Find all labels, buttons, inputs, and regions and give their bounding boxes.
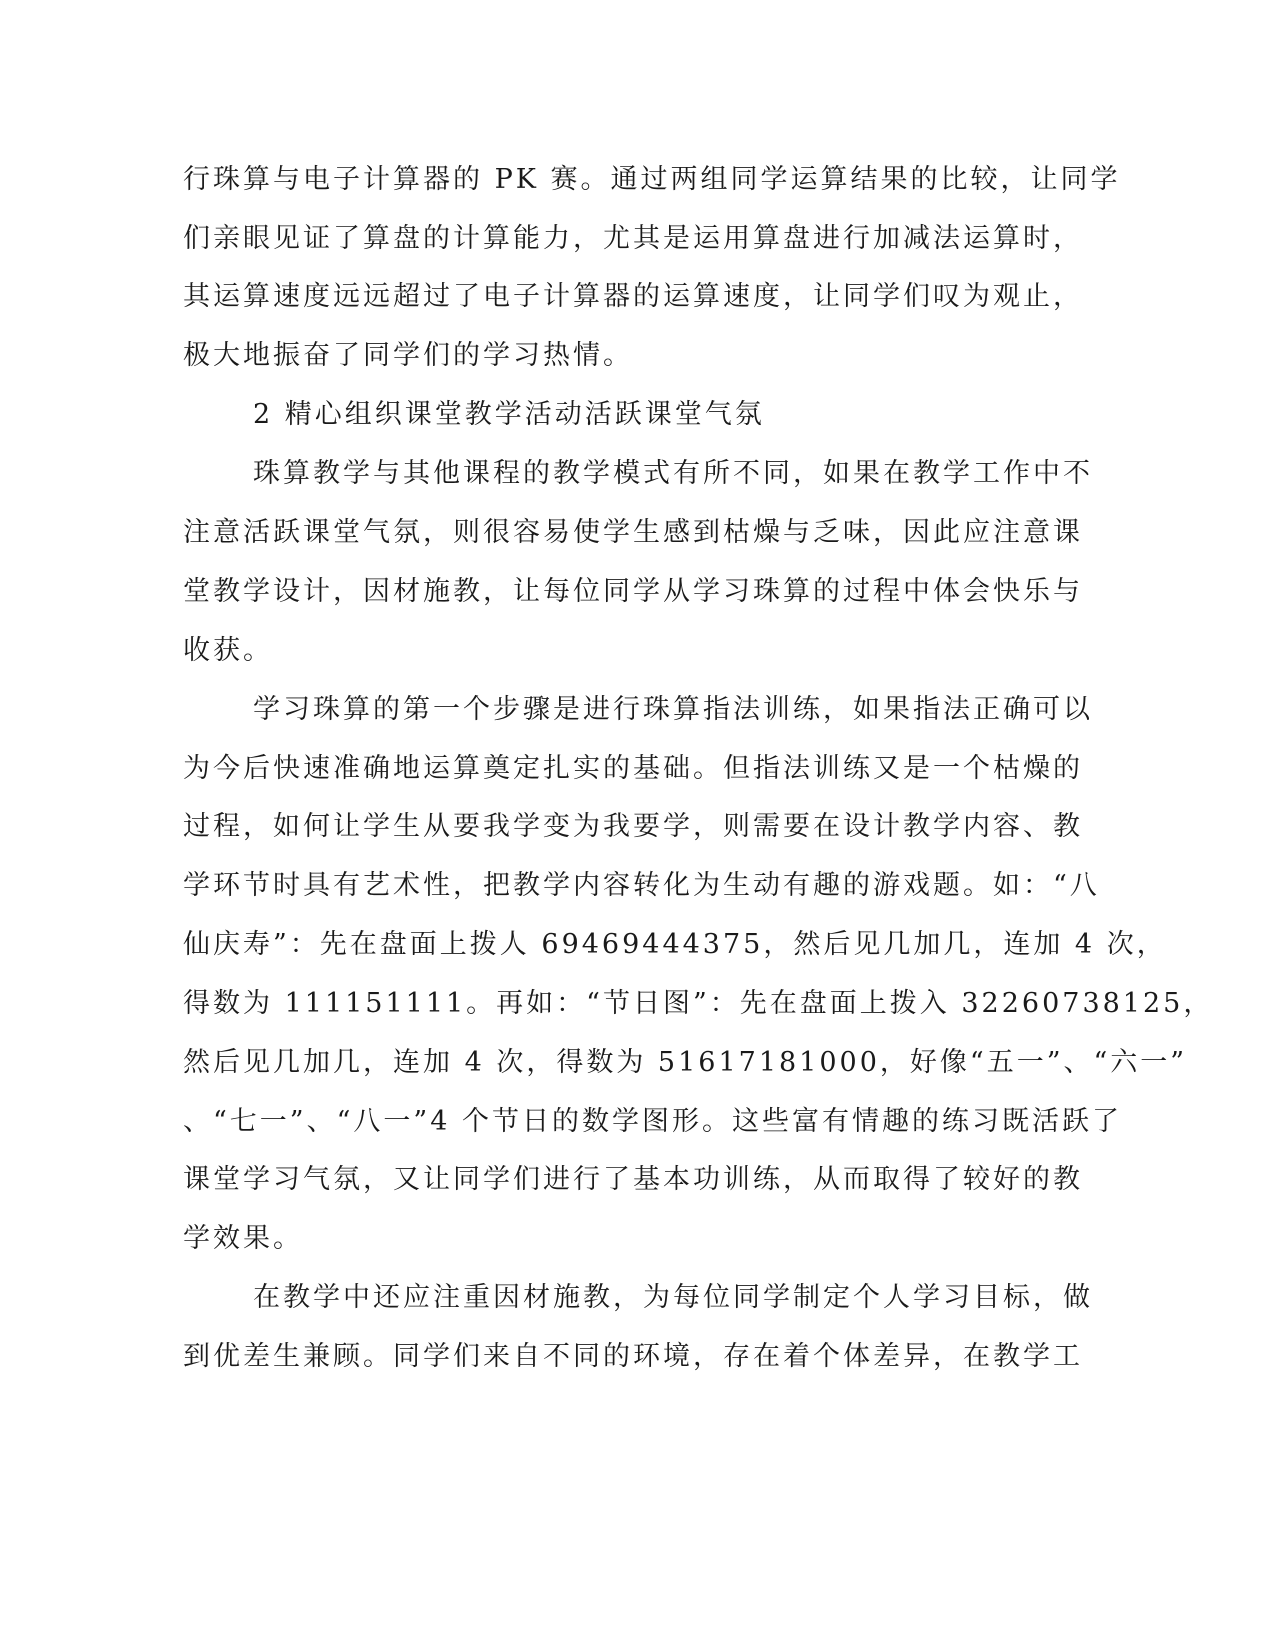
text-line: 收获。 xyxy=(183,635,273,666)
text-line: 堂教学设计，因材施教，让每位同学从学习珠算的过程中体会快乐与 xyxy=(183,576,1083,607)
text-line: 得数为 111151111。再如：“节日图”：先在盘面上拨入 32260738125， xyxy=(183,988,1214,1019)
text-line: 、“七一”、“八一”4 个节日的数学图形。这些富有情趣的练习既活跃了 xyxy=(183,1106,1122,1137)
text-line: 仙庆寿”：先在盘面上拨人 69469444375，然后见几加几，连加 4 次， xyxy=(183,929,1167,960)
text-line: 学环节时具有艺术性，把教学内容转化为生动有趣的游戏题。如：“八 xyxy=(183,870,1100,901)
text-line: 学习珠算的第一个步骤是进行珠算指法训练，如果指法正确可以 xyxy=(253,694,1093,725)
text-line: 行珠算与电子计算器的 PK 赛。通过两组同学运算结果的比较，让同学 xyxy=(183,164,1121,195)
text-line: 学效果。 xyxy=(183,1223,303,1254)
text-line: 到优差生兼顾。同学们来自不同的环境，存在着个体差异，在教学工 xyxy=(183,1341,1083,1372)
text-line: 注意活跃课堂气氛，则很容易使学生感到枯燥与乏味，因此应注意课 xyxy=(183,517,1083,548)
text-line: 们亲眼见证了算盘的计算能力，尤其是运用算盘进行加减法运算时， xyxy=(183,223,1083,254)
text-line: 过程，如何让学生从要我学变为我要学，则需要在设计教学内容、教 xyxy=(183,811,1083,842)
text-line: 极大地振奋了同学们的学习热情。 xyxy=(183,340,633,371)
text-line: 珠算教学与其他课程的教学模式有所不同，如果在教学工作中不 xyxy=(253,458,1093,489)
text-line: 课堂学习气氛，又让同学们进行了基本功训练，从而取得了较好的教 xyxy=(183,1164,1083,1195)
text-line: 在教学中还应注重因材施教，为每位同学制定个人学习目标，做 xyxy=(253,1282,1093,1313)
text-line: 为今后快速准确地运算奠定扎实的基础。但指法训练又是一个枯燥的 xyxy=(183,753,1083,784)
section-heading: 2 精心组织课堂教学活动活跃课堂气氛 xyxy=(253,399,765,430)
text-line: 其运算速度远远超过了电子计算器的运算速度，让同学们叹为观止， xyxy=(183,281,1083,312)
text-line: 然后见几加几，连加 4 次，得数为 51617181000，好像“五一”、“六一” xyxy=(183,1047,1188,1078)
